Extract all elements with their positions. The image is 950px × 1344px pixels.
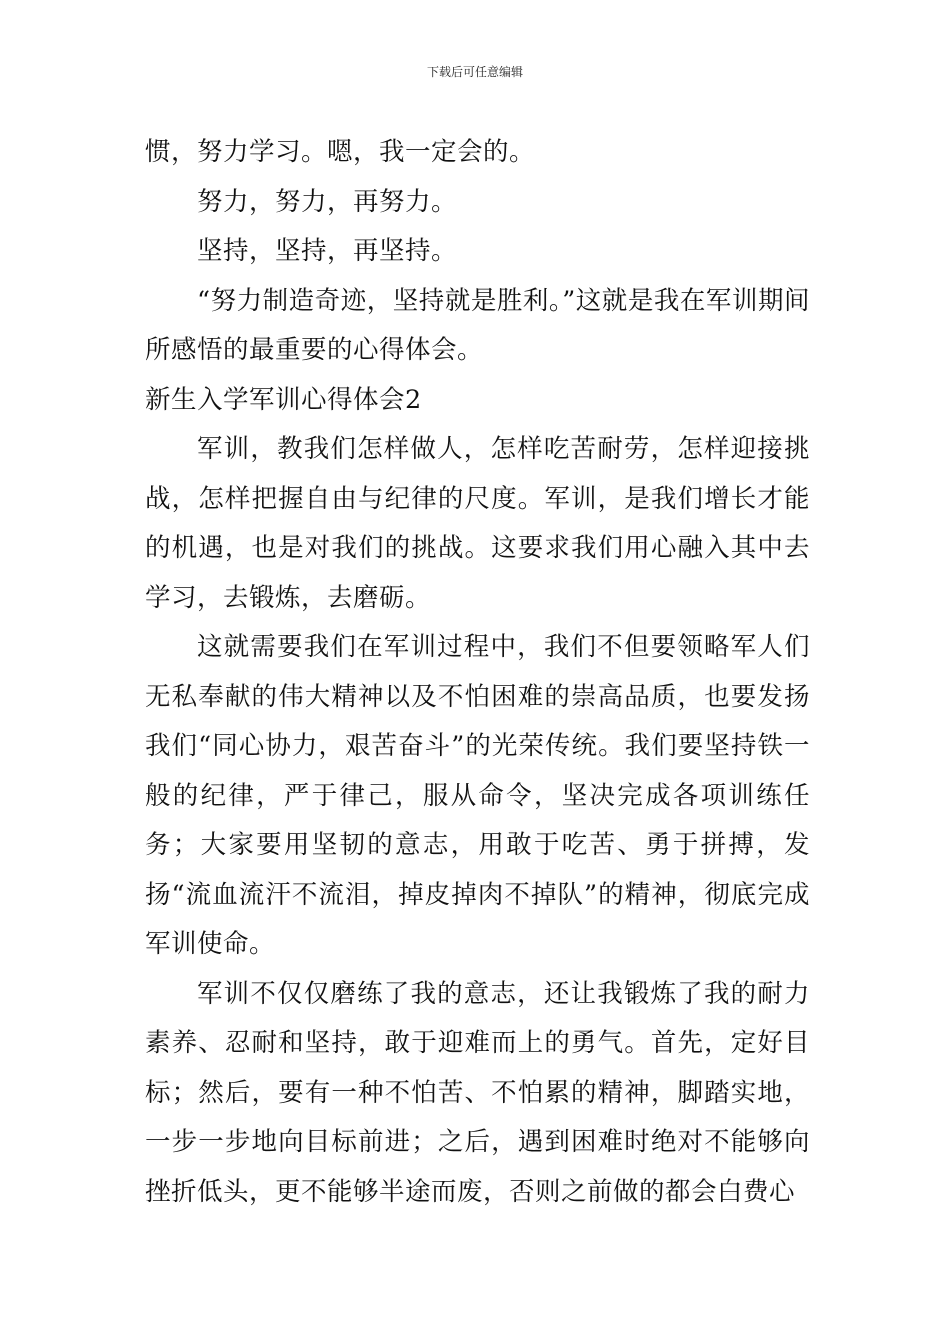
paragraph-military-training-lessons: 军训，教我们怎样做人，怎样吃苦耐劳，怎样迎接挑战，怎样把握自由与纪律的尺度。军训，是我们增长才能的机遇，也是对我们的挑战。这要求我们用心融入其中去学习，去锻炼，去磨砺。	[145, 434, 810, 613]
paragraph-continuation: 惯，努力学习。嗯，我一定会的。	[145, 137, 536, 167]
section-heading-2: 新生入学军训心得体会2	[145, 384, 422, 415]
paragraph-quote-summary: “努力制造奇迹，坚持就是胜利。”这就是我在军训期间所感悟的最重要的心得体会。	[145, 285, 810, 365]
paragraph-effort: 努力，努力，再努力。	[197, 186, 458, 217]
paragraph-willpower: 军训不仅仅磨练了我的意志，还让我锻炼了我的耐力素养、忍耐和坚持，敢于迎难而上的勇气。首先，定好目标；然后，要有一种不怕苦、不怕累的精神，脚踏实地，一步一步地向目标前进；之后，遇到困难时绝对不能够向挫折低头，更不能够半途而废，否则之前做的都会白费心	[145, 978, 810, 1207]
page-header-note: 下载后可任意编辑	[426, 65, 523, 79]
paragraph-persist: 坚持，坚持，再坚持。	[197, 236, 458, 266]
paragraph-spirit-tradition: 这就需要我们在军训过程中，我们不但要领略军人们无私奉献的伟大精神以及不怕困难的崇高品质，也要发扬我们“同心协力，艰苦奋斗”的光荣传统。我们要坚持铁一般的纪律，严于律己，服从命令，坚决完成各项训练任务；大家要用坚韧的意志，用敢于吃苦、勇于拼搏，发扬“流血流汗不流泪，掉皮掉肉不掉队”的精神，彻底完成军训使命。	[145, 632, 810, 959]
document-body	[145, 128, 810, 1217]
